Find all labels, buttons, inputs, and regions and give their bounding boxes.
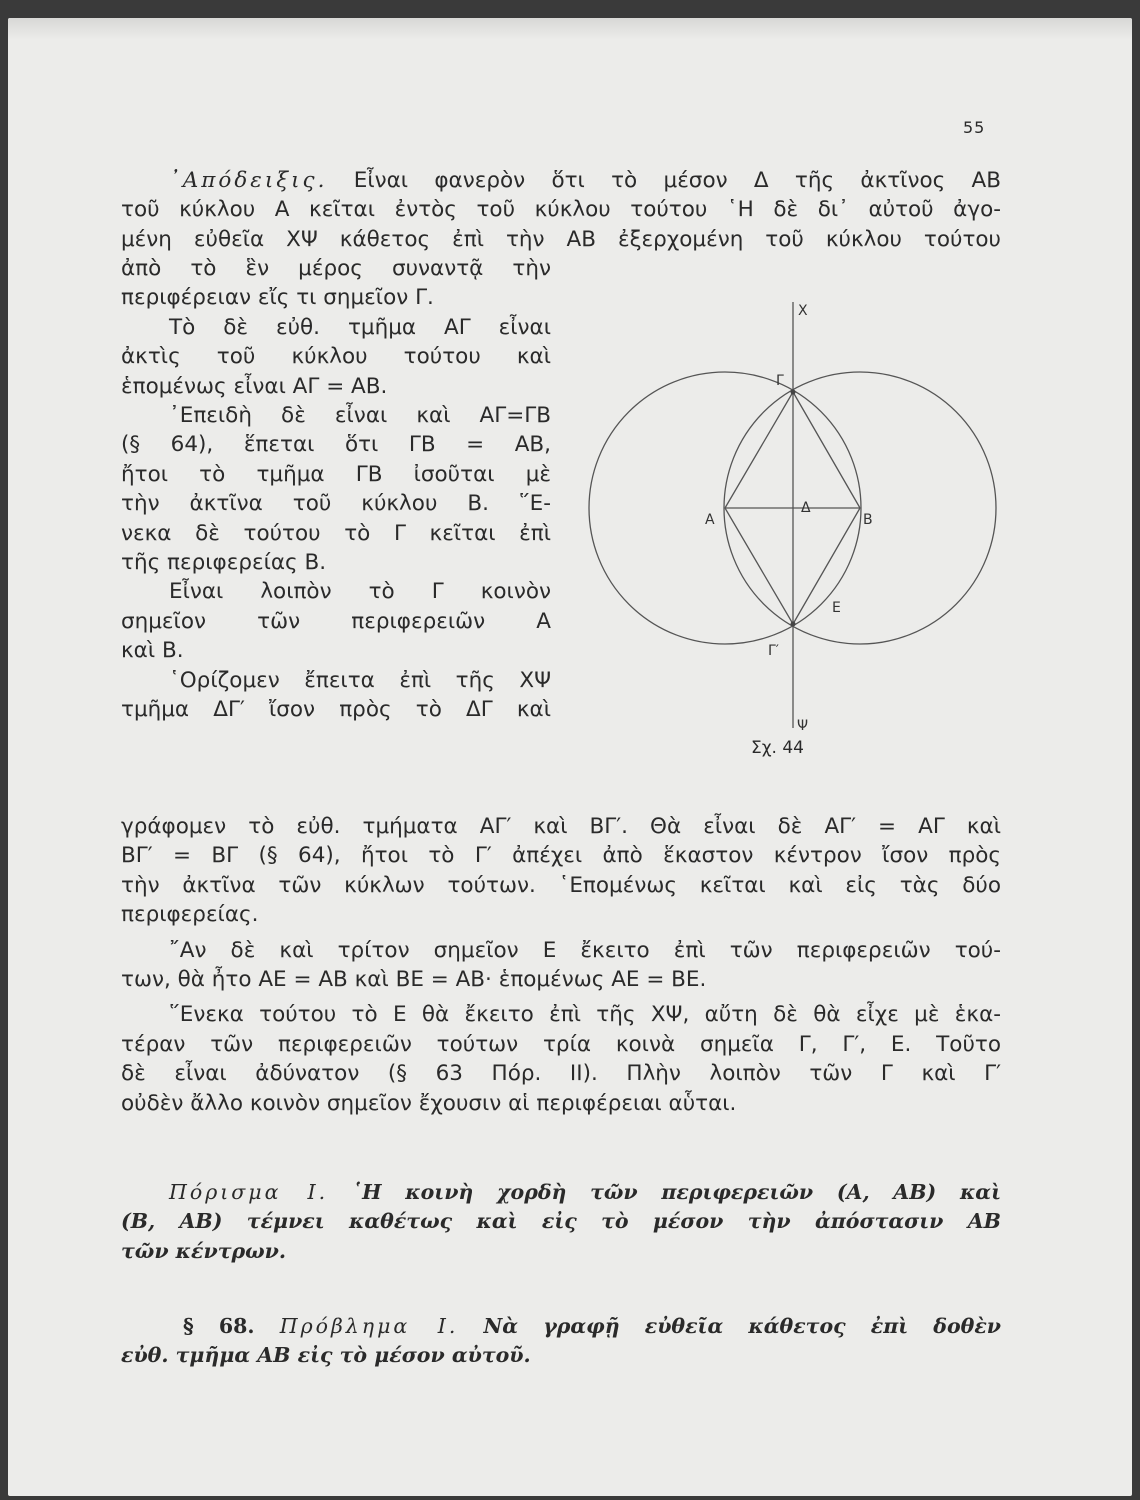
text-line: εὐθ. τμῆμα ΑΒ εἰς τὸ μέσον αὐτοῦ.: [121, 1343, 531, 1368]
segment-a-gamma-prime: [725, 508, 793, 624]
text-line: μένη εὐθεῖα ΧΨ κάθετος ἐπὶ τὴν ΑΒ ἐξερχομένη τοῦ κύκλου τούτου: [121, 226, 1001, 252]
text-line: τμῆμα ΔΓ′ ἴσον πρὸς τὸ ΔΓ καὶ: [121, 697, 551, 723]
text-line: ῎Αν δὲ καὶ τρίτον σημεῖον Ε ἔκειτο ἐπὶ τῶν περιφερειῶν τού-: [169, 937, 1001, 963]
label-psi: Ψ: [797, 718, 809, 734]
text-line: περιφέρειαν εἴς τι σημεῖον Γ.: [121, 285, 434, 311]
text-line: τῆς περιφερείας Β.: [121, 550, 327, 576]
text-line: ἑπομένως εἶναι ΑΓ = ΑΒ.: [121, 373, 388, 399]
text-line: ἀπὸ τὸ ἓν μέρος συναντᾷ τὴν: [121, 256, 551, 281]
problem-block: [121, 1312, 1001, 1371]
label-x: Χ: [798, 303, 808, 319]
proof-heading: ᾿Απόδειξις.: [169, 168, 328, 193]
text-line: Εἶναι φανερὸν ὅτι τὸ μέσον Δ τῆς ἀκτῖνος ΑΒ: [353, 168, 1001, 193]
text-line: ῾Η κοινὴ χορδὴ τῶν περιφερειῶν (Α, ΑΒ) καὶ: [351, 1180, 1001, 1204]
continuation-block: [121, 812, 1001, 1118]
label-a: Α: [705, 512, 715, 528]
text-line: Νὰ γραφῇ εὐθεῖα κάθετος ἐπὶ δοθὲν: [483, 1314, 1001, 1338]
text-line: καὶ Β.: [121, 638, 184, 664]
figure-44-diagram: [578, 288, 1018, 738]
proof-first-line: [121, 166, 1001, 195]
text-line: (Β, ΑΒ) τέμνει καθέτως καὶ εἰς τὸ μέσον τὴν ἀπόστασιν ΑΒ: [121, 1209, 1001, 1234]
problem-label: Πρόβλημα Ι.: [279, 1314, 459, 1338]
text-line: τῶν κέντρων.: [121, 1238, 287, 1263]
corollary-label: Πόρισμα Ι.: [169, 1180, 329, 1204]
corollary-block: [121, 1178, 1001, 1266]
text-line: Τὸ δὲ εὐθ. τμῆμα ΑΓ εἶναι: [169, 314, 551, 340]
figure-caption: Σχ. 44: [751, 738, 805, 758]
label-e: Ε: [832, 600, 841, 616]
text-line: τὴν ἀκτῖνα τῶν κύκλων τούτων. ῾Επομένως κεῖται καὶ εἰς τὰς δύο: [121, 872, 1001, 898]
text-line: σημεῖον τῶν περιφερειῶν Α: [121, 608, 551, 634]
text-line: ΒΓ′ = ΒΓ (§ 64), ἤτοι τὸ Γ′ ἀπέχει ἀπὸ ἕκαστον κέντρον ἴσον πρὸς: [121, 843, 1001, 869]
text-line: ἀκτὶς τοῦ κύκλου τούτου καὶ: [121, 344, 551, 370]
page-top-shadow: [8, 18, 1132, 40]
text-line: ῾Ορίζομεν ἔπειτα ἐπὶ τῆς ΧΨ: [169, 667, 551, 693]
problem-first-line: [121, 1312, 1001, 1341]
book-page: [8, 18, 1132, 1496]
text-line: οὐδὲν ἄλλο κοινὸν σημεῖον ἔχουσιν αἱ περιφέρειαι αὗται.: [121, 1090, 737, 1116]
text-line: περιφερείας.: [121, 902, 259, 928]
text-line: ᾿Επειδὴ δὲ εἶναι καὶ ΑΓ=ΓΒ: [169, 403, 551, 429]
segment-b-gamma: [793, 392, 860, 508]
segment-a-gamma: [725, 392, 793, 508]
text-line: ἤτοι τὸ τμῆμα ΓΒ ἰσοῦται μὲ: [121, 461, 551, 487]
text-line: ῞Ενεκα τούτου τὸ Ε θὰ ἔκειτο ἐπὶ τῆς ΧΨ, αὔτη δὲ θὰ εἶχε μὲ ἑκα-: [169, 1002, 1001, 1028]
point-gamma-prime: [791, 622, 796, 627]
section-number: § 68.: [183, 1314, 255, 1338]
point-gamma: [791, 390, 796, 395]
text-line: Εἶναι λοιπὸν τὸ Γ κοινὸν: [169, 579, 551, 605]
label-gamma: Γ: [776, 373, 784, 389]
label-gamma-prime: Γ′: [768, 643, 779, 659]
segment-b-gamma-prime: [793, 508, 860, 624]
text-line: (§ 64), ἕπεται ὅτι ΓΒ = ΑΒ,: [121, 432, 551, 458]
narrow-column: [121, 254, 551, 725]
text-line: νεκα δὲ τούτου τὸ Γ κεῖται ἐπὶ: [121, 520, 551, 546]
text-line: τέραν τῶν περιφερειῶν τούτων τρία κοινὰ σημεῖα Γ, Γ′, Ε. Τοῦτο: [121, 1031, 1001, 1057]
label-delta: Δ: [801, 500, 811, 516]
text-line: δὲ εἶναι ἀδύνατον (§ 63 Πόρ. ΙΙ). Πλὴν λοιπὸν τῶν Γ καὶ Γ′: [121, 1061, 1001, 1087]
text-line: γράφομεν τὸ εὐθ. τμήματα ΑΓ′ καὶ ΒΓ′. Θὰ εἶναι δὲ ΑΓ′ = ΑΓ καὶ: [121, 814, 1001, 839]
text-line: των, θὰ ἦτο ΑΕ = ΑΒ καὶ ΒΕ = ΑΒ· ἑπομένως ΑΕ = ΒΕ.: [121, 967, 707, 993]
corollary-first-line: [121, 1178, 1001, 1207]
proof-intro-block: [121, 166, 1001, 254]
text-line: τὴν ἀκτῖνα τοῦ κύκλου Β. ῞Ε-: [121, 491, 551, 517]
page-number: 55: [963, 118, 986, 137]
text-line: τοῦ κύκλου Α κεῖται ἐντὸς τοῦ κύκλου τούτου ῾Η δὲ δι᾿ αὐτοῦ ἀγο-: [121, 197, 1001, 223]
label-b: Β: [863, 512, 873, 528]
